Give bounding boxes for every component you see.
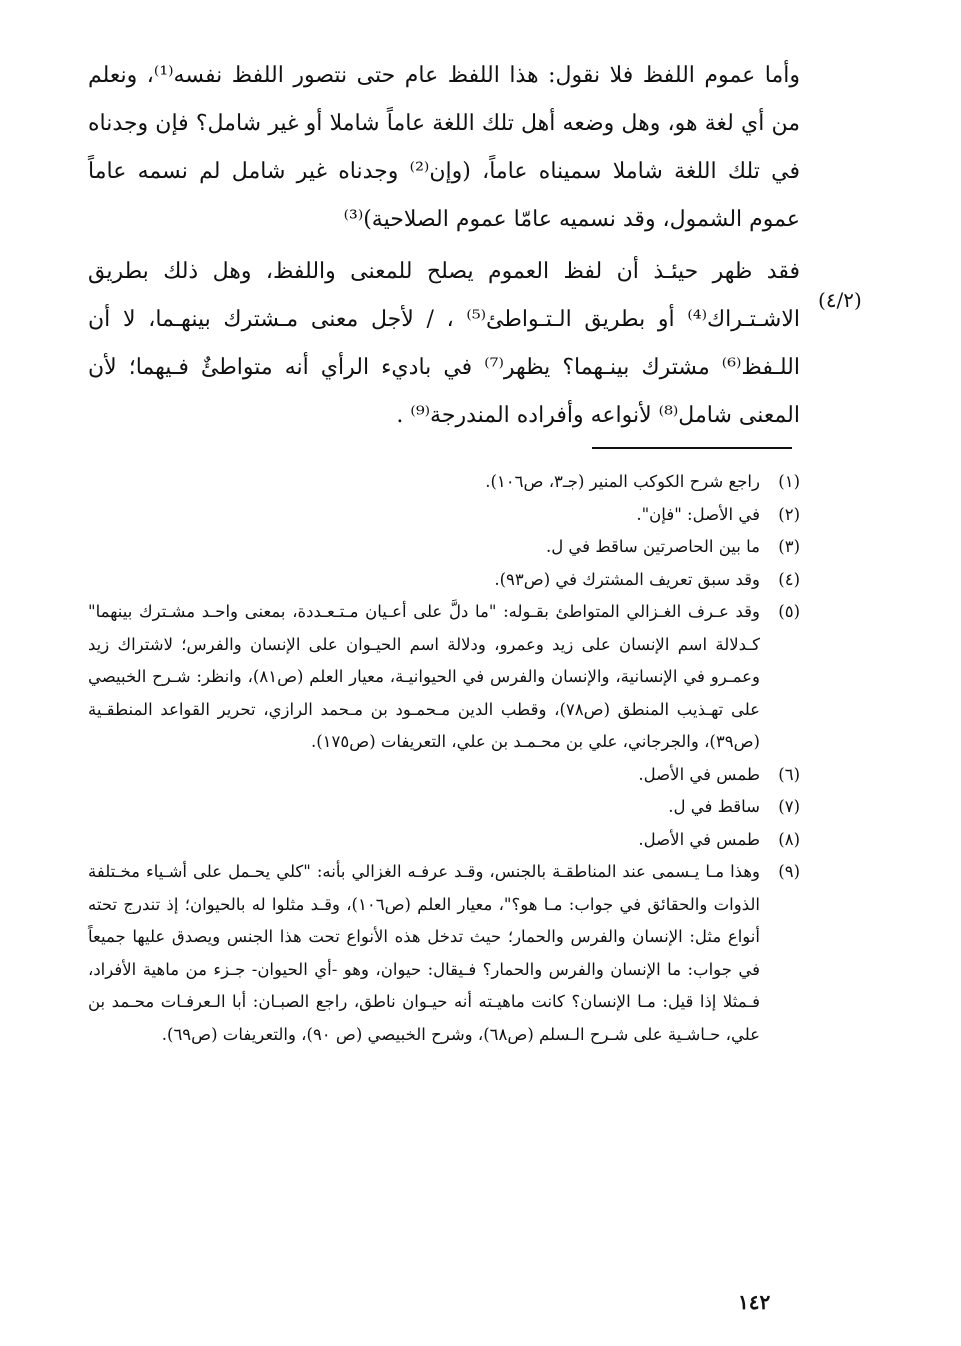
footnote-number: (٥) [778, 602, 800, 621]
main-text [88, 52, 800, 440]
footnote [88, 596, 800, 759]
footnote-text: وقد سبق تعريف المشترك في (ص٩٣). [494, 569, 760, 589]
footnote-number: (٤) [778, 569, 800, 589]
footnote [88, 531, 800, 564]
footnote-text: ما بين الحاصرتين ساقط في ل. [545, 537, 760, 556]
footnote-number: (٩) [778, 862, 800, 881]
footnote [88, 759, 800, 792]
main-paragraph-2: فقد ظهر حيئـذ أن لفظ العموم يصلح للمعنى واللفظ، وهل ذلك بطريق الاشـتـراك⁽⁴⁾ أو بطريق الـتـواطئ⁽⁵⁾ ، / لأجل معنى مـشترك بينهـما، لا أن اللـفظ⁽⁶⁾ مشترك بينـهما؟ يظهر⁽⁷⁾ في باديء الرأي أنه متواطئٌ فـيهما؛ لأن المعنى شامل⁽⁸⁾ لأنواعه وأفراده المندرجة⁽⁹⁾ . [88, 259, 800, 428]
footnotes [88, 466, 800, 1051]
footnote-text: ساقط في ل. [668, 797, 760, 816]
footnote [88, 791, 800, 824]
footnote-number: (٢) [778, 504, 800, 524]
footnote-number: (٧) [778, 797, 800, 816]
footnote [88, 856, 800, 1051]
footnote-text: في الأصل: "فإن". [636, 504, 760, 524]
footnote [88, 564, 800, 597]
footnote-text: طمس في الأصل. [638, 764, 760, 784]
footnote-number: (٦) [778, 764, 800, 784]
margin-reference: (٤/٢) [818, 288, 862, 312]
footnote-text: طمس في الأصل. [638, 829, 760, 849]
footnote-number: (٨) [778, 829, 800, 849]
footnote [88, 499, 800, 532]
footnote-number: (١) [778, 472, 800, 491]
footnote [88, 824, 800, 857]
footnote-number: (٣) [778, 537, 800, 556]
page-number: ١٤٢ [738, 1290, 771, 1314]
footnote-separator [592, 447, 792, 449]
footnote-text: راجع شرح الكوكب المنير (جـ٣، ص١٠٦). [485, 472, 760, 491]
main-paragraph-1: وأما عموم اللفظ فلا نقول: هذا اللفظ عام حتى نتصور اللفظ نفسه⁽¹⁾، ونعلم من أي لغة هو، وهل وضعه أهل تلك اللغة عاماً شاملا أو غير شامل؟ فإن وجدناه في تلك اللغة شاملا سميناه عاماً، (وإن⁽²⁾ وجدناه غير شامل لم نسمه عاماً عموم الشمول، وقد نسميه عامّا عموم الصلاحية)⁽³⁾ [88, 63, 800, 232]
footnote-text: وهذا مـا يـسمى عند المناطقـة بالجنس، وقـد عرفـه الغزالي بأنه: "كلي يحـمل على أشـياء مخـتلفة الذوات والحقائق في جواب: مـا هو؟"، معيار العلم (ص١٠٦)، وقـد مثلوا له بالحيوان؛ إذ تندرج تحته أنواع مثل: الإنسان والفرس والحمار؛ حيث تدخل هذه الأنواع تحت هذا الجنس ويصدق عليها جميعاً في جواب: ما الإنسان والفرس والحمار؟ فـيقال: حيوان، وهو -أي الحيوان- جـزء من ماهية الأفراد، فـمثلا إذا قيل: مـا الإنسان؟ كانت ماهيـته أنه حيـوان ناطق، راجع الصبـان: أبا الـعرفـات محـمد بن علي، حـاشـية على شـرح الـسلم (ص٦٨)، وشرح الخبيصي (ص ٩٠)، والتعريفات (ص٦٩). [88, 862, 760, 1044]
footnote-text: وقد عـرف الغـزالي المتواطئ بقـوله: "ما دلَّ على أعـيان مـتـعـددة، بمعنى واحـد مشـترك بينهما" كـدلالة اسم الإنسان على زيد وعمرو، ودلالة اسم الحيـوان على الإنسان والفرس؛ لاشتراك زيد وعمـرو في الإنسانية، والإنسان والفرس في الحيوانيـة، معيار العلم (ص٨١)، وانظر: شـرح الخبيصي على تهـذيب المنطق (ص٧٨)، وقطب الدين مـحمـود بن مـحمد الرازي، تحرير القواعد المنطقـية (ص٣٩)، والجرجاني، علي بن محـمـد بن علي، التعريفات (ص١٧٥). [88, 602, 761, 751]
footnote [88, 466, 800, 499]
